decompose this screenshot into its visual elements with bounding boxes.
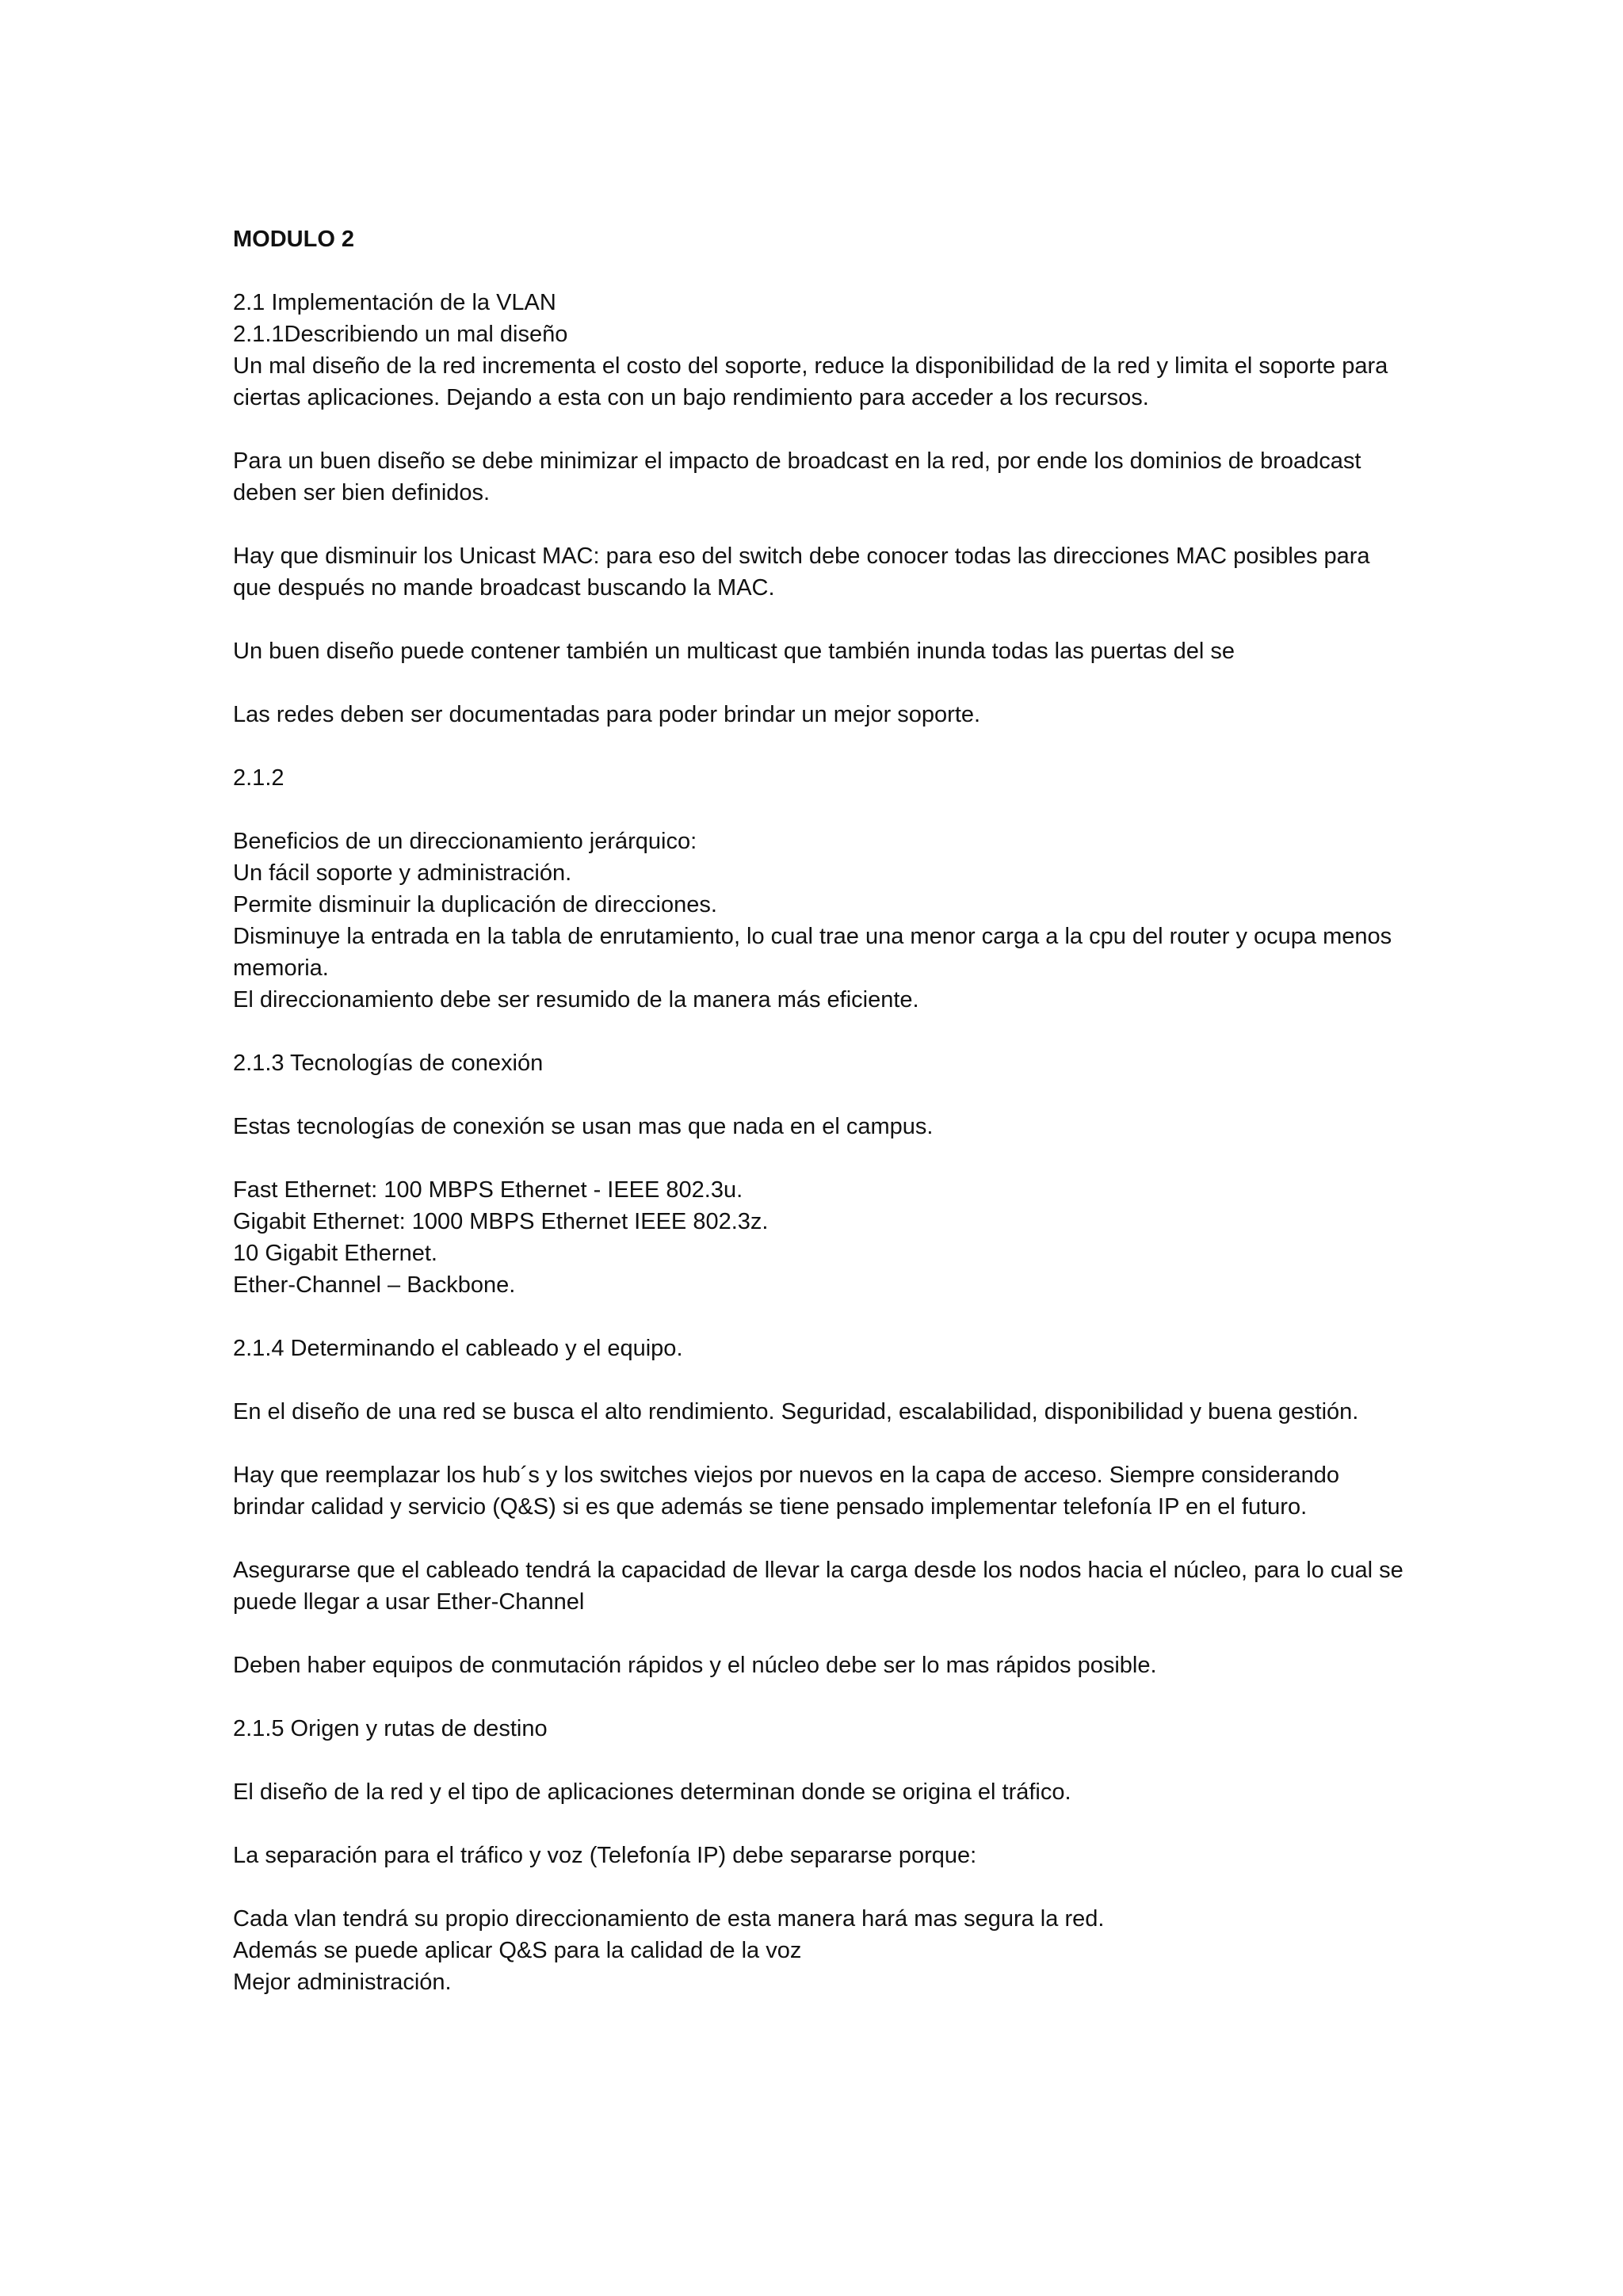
paragraph-gap xyxy=(233,1745,1406,1776)
document-line: Hay que reemplazar los hub´s y los switches viejos por nuevos en la capa de acceso. Siempre considerando brindar calidad y servicio (Q&S) si es que además se tiene pensado implementar telefonía IP en el futuro. xyxy=(233,1463,1339,1520)
document-line: 2.1.4 Determinando el cableado y el equipo. xyxy=(233,1336,683,1361)
paragraph-gap xyxy=(233,730,1406,762)
document-line: Hay que disminuir los Unicast MAC: para eso del switch debe conocer todas las direcciones MAC posibles para que después no mande broadcast buscando la MAC. xyxy=(233,543,1370,601)
document-line: Un fácil soporte y administración. xyxy=(233,860,572,886)
document-title: MODULO 2 xyxy=(233,227,355,252)
paragraph-gap xyxy=(233,255,1406,287)
document-line: 2.1.3 Tecnologías de conexión xyxy=(233,1051,544,1076)
document-body xyxy=(233,287,1406,1998)
document-line: Las redes deben ser documentadas para poder brindar un mejor soporte. xyxy=(233,702,981,727)
document-line: Beneficios de un direccionamiento jerárquico: xyxy=(233,829,697,854)
document-line: Para un buen diseño se debe minimizar el impacto de broadcast en la red, por ende los dominios de broadcast deben ser bien definidos. xyxy=(233,448,1361,505)
document-line: Disminuye la entrada en la tabla de enrutamiento, lo cual trae una menor carga a la cpu del router y ocupa menos memoria. xyxy=(233,924,1392,981)
document-line: Gigabit Ethernet: 1000 MBPS Ethernet IEEE 802.3z. xyxy=(233,1209,769,1234)
document-line: Deben haber equipos de conmutación rápidos y el núcleo debe ser lo mas rápidos posible. xyxy=(233,1653,1157,1678)
document-line: 2.1.2 xyxy=(233,765,285,791)
paragraph-gap xyxy=(233,604,1406,635)
paragraph-gap xyxy=(233,1871,1406,1903)
paragraph-gap xyxy=(233,1428,1406,1459)
paragraph-gap xyxy=(233,1142,1406,1174)
document-line: En el diseño de una red se busca el alto rendimiento. Seguridad, escalabilidad, disponibilidad y buena gestión. xyxy=(233,1399,1359,1425)
document-line: 2.1.1Describiendo un mal diseño xyxy=(233,322,568,347)
paragraph-gap xyxy=(233,1301,1406,1333)
document-line: Estas tecnologías de conexión se usan mas que nada en el campus. xyxy=(233,1114,934,1139)
document-line: 10 Gigabit Ethernet. xyxy=(233,1241,437,1266)
document-line: Fast Ethernet: 100 MBPS Ethernet - IEEE 802.3u. xyxy=(233,1177,743,1203)
document-line: Un buen diseño puede contener también un multicast que también inunda todas las puertas del se xyxy=(233,639,1235,664)
document-line: El diseño de la red y el tipo de aplicaciones determinan donde se origina el tráfico. xyxy=(233,1779,1071,1805)
paragraph-gap xyxy=(233,1079,1406,1111)
document-page xyxy=(233,223,1406,1998)
paragraph-gap xyxy=(233,667,1406,699)
document-line: 2.1.5 Origen y rutas de destino xyxy=(233,1716,548,1741)
document-line: Permite disminuir la duplicación de direcciones. xyxy=(233,892,717,917)
paragraph-gap xyxy=(233,1016,1406,1047)
document-line: Ether-Channel – Backbone. xyxy=(233,1272,516,1298)
paragraph-gap xyxy=(233,1808,1406,1840)
document-line: 2.1 Implementación de la VLAN xyxy=(233,290,556,315)
document-line: Un mal diseño de la red incrementa el costo del soporte, reduce la disponibilidad de la red y limita el soporte para ciertas aplicaciones. Dejando a esta con un bajo rendimiento para acceder a los recursos. xyxy=(233,353,1388,410)
document-line: Asegurarse que el cableado tendrá la capacidad de llevar la carga desde los nodos hacia el núcleo, para lo cual se puede llegar a usar Ether-Channel xyxy=(233,1558,1403,1615)
paragraph-gap xyxy=(233,794,1406,826)
document-line: La separación para el tráfico y voz (Telefonía IP) debe separarse porque: xyxy=(233,1843,977,1868)
paragraph-gap xyxy=(233,414,1406,445)
document-line: Cada vlan tendrá su propio direccionamiento de esta manera hará mas segura la red. xyxy=(233,1906,1105,1932)
paragraph-gap xyxy=(233,1681,1406,1713)
paragraph-gap xyxy=(233,509,1406,540)
document-line: Además se puede aplicar Q&S para la calidad de la voz xyxy=(233,1938,802,1963)
paragraph-gap xyxy=(233,1618,1406,1650)
paragraph-gap xyxy=(233,1523,1406,1554)
document-line: El direccionamiento debe ser resumido de la manera más eficiente. xyxy=(233,987,919,1013)
document-line: Mejor administración. xyxy=(233,1970,452,1995)
paragraph-gap xyxy=(233,1364,1406,1396)
